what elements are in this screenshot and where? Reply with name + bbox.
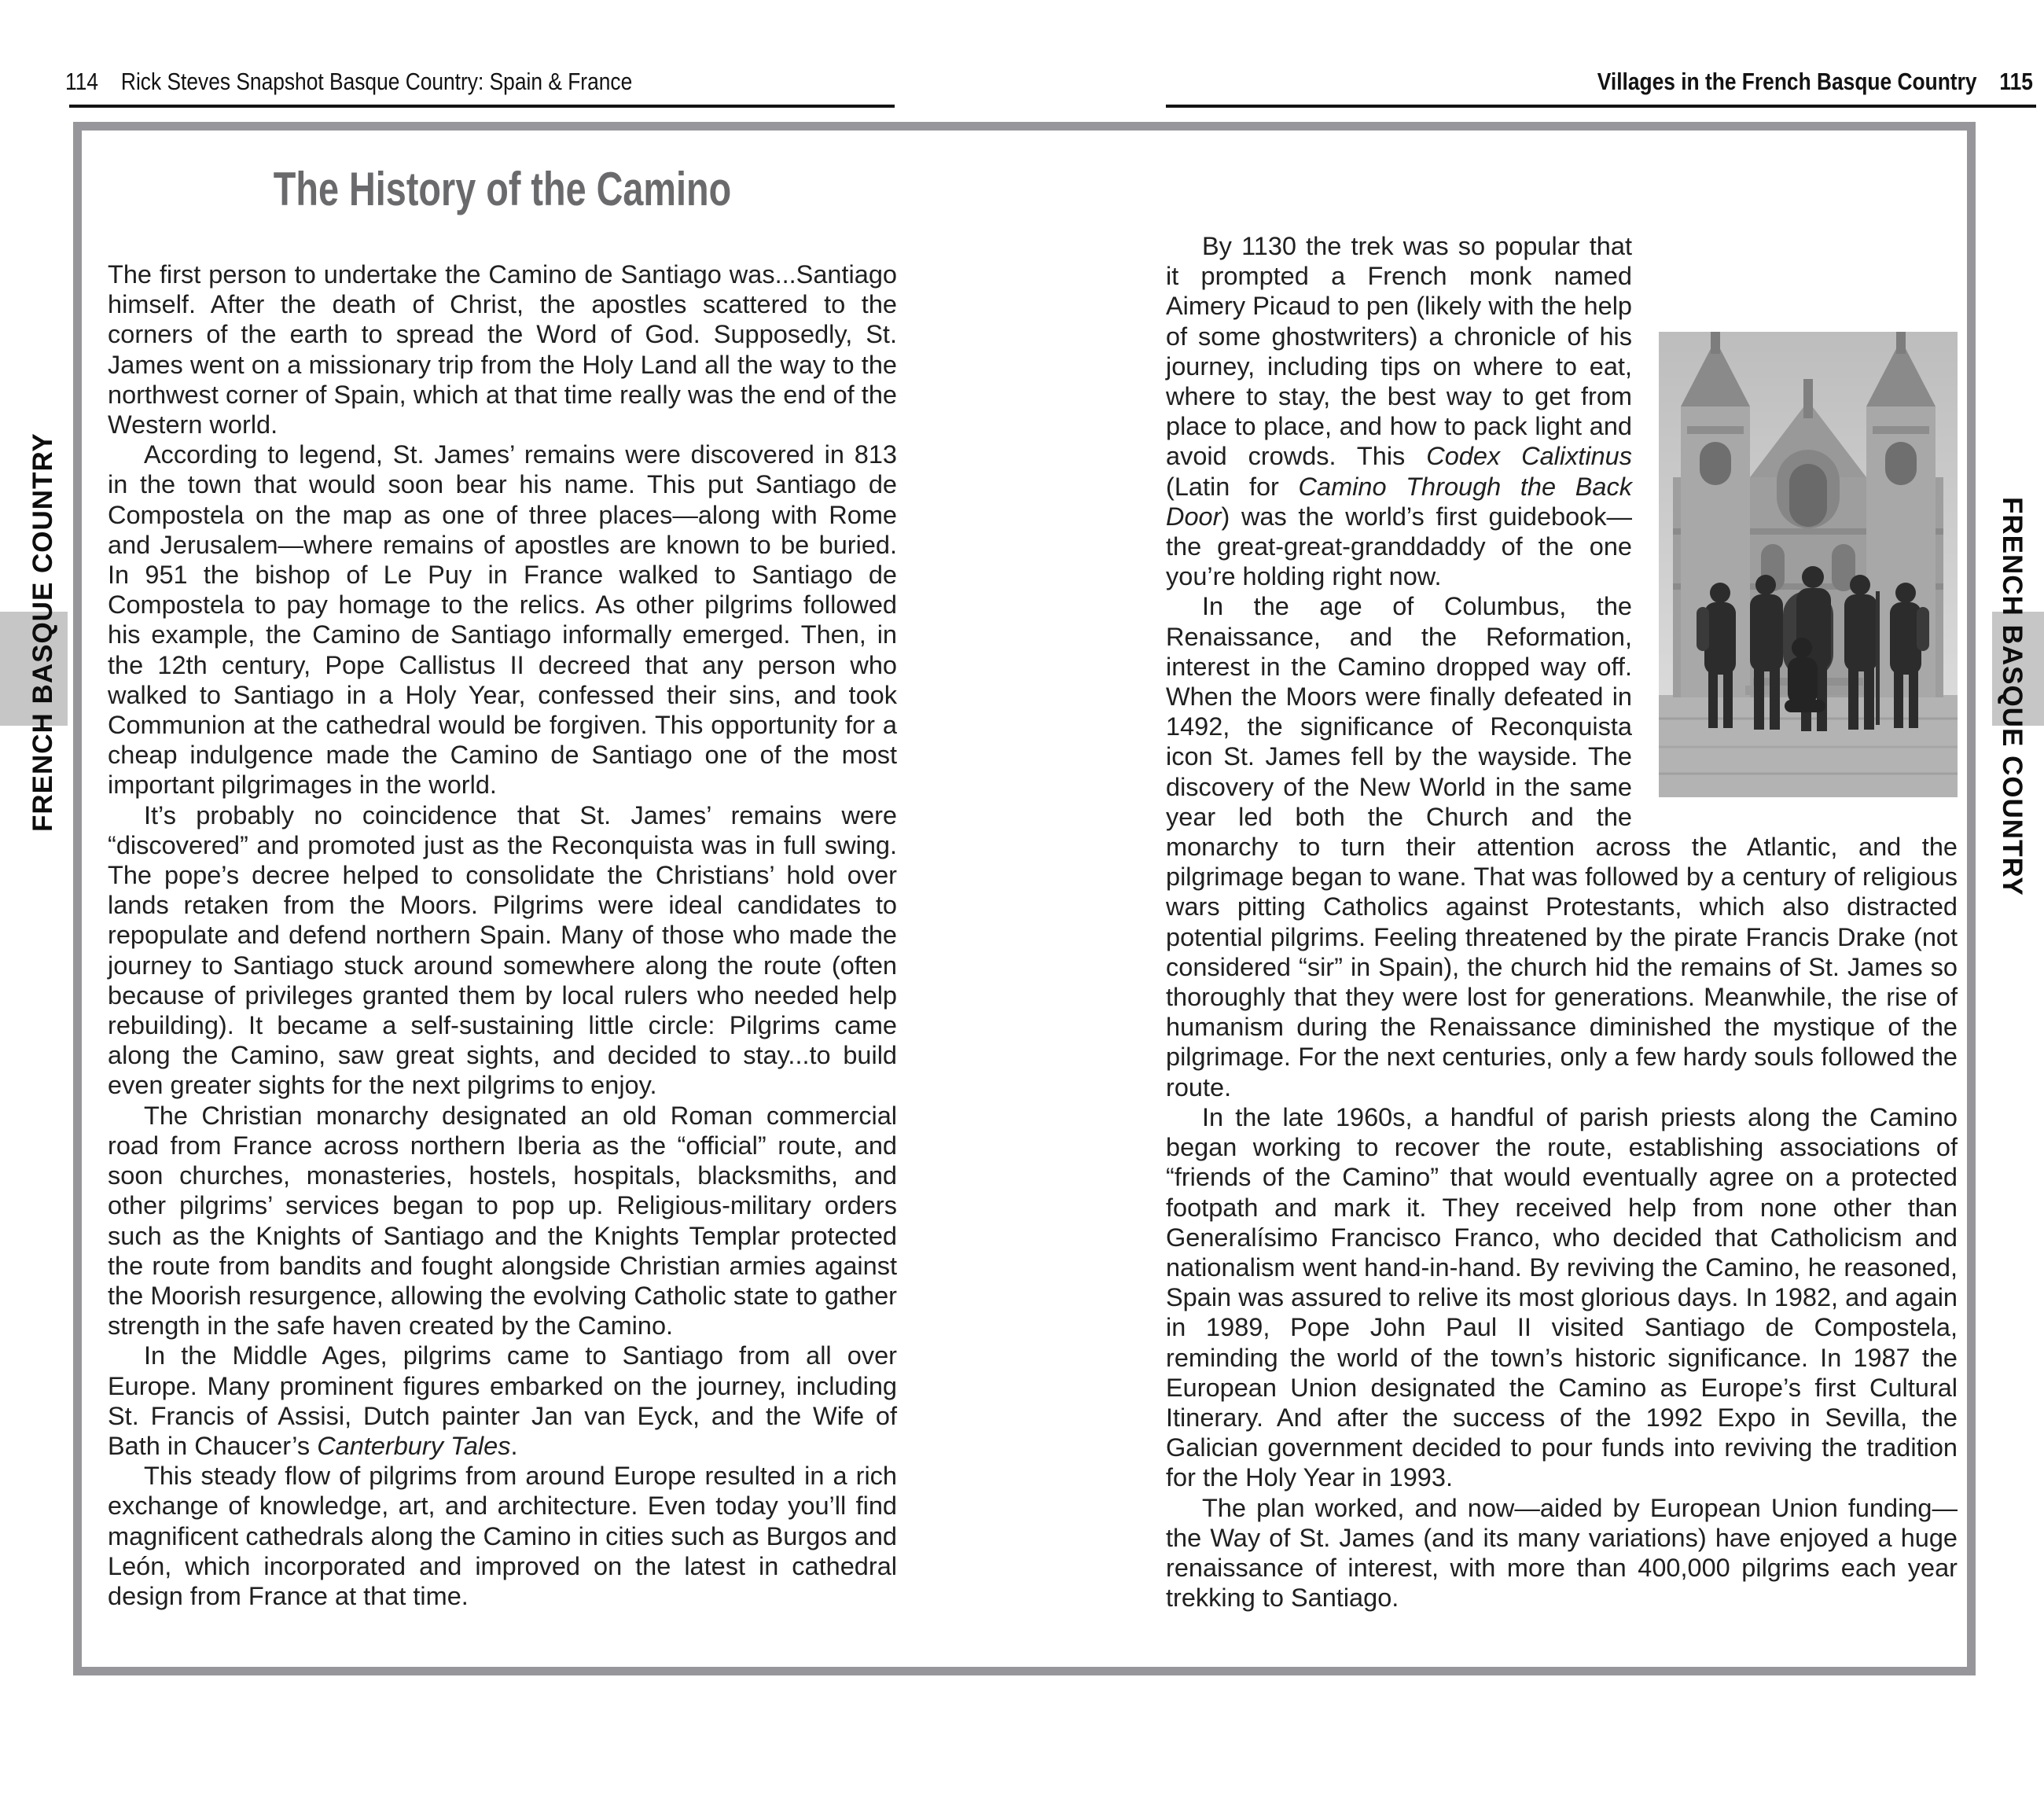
running-header-left (65, 68, 733, 96)
page-number-left: 114 (65, 68, 99, 95)
paragraph: In the late 1960s, a handful of parish priests along the Camino began working to recover the route, establishing associations of “friends of the Camino” that would eventually agree on a protected footpath and mark it. They received help from none other than Generalísimo Francisco Franco, who decided that Catholicism and nationalism went hand-in-hand. By reviving the Camino, he reasoned, Spain was assured to relive its most glorious days. In 1982, and again in 1989, Pope John Paul II visited Santiago de Compostela, reminding the world of the town’s historic significance. In 1987 the European Union designated the Camino as Europe’s first Cultural Itinerary. And after the success of the 1992 Expo in Sevilla, the Galician government decided to pour funds into reviving the tradition for the Holy Year in 1993. (1166, 1102, 1958, 1492)
paragraph: In the Middle Ages, pilgrims came to Santiago from all over Europe. Many prominent figures embarked on the journey, including St. Francis of Assisi, Dutch painter Jan van Eyck, and the Wife of Bath in Chaucer’s Canterbury Tales. (108, 1341, 897, 1460)
paragraph: According to legend, St. James’ remains were discovered in 813 in the town that would soon bear his name. This put Santiago de Compostela on the map as one of three places—along with Rome and Jerusalem—where remains of apostles are known to be buried. In 951 the bishop of Le Puy in France walked to Santiago de Compostela to pay homage to the relics. As other pilgrims followed his example, the Camino de Santiago informally emerged. Then, in the 12th century, Pope Callistus II decreed that any person who walked to Santiago in a Holy Year, confessed their sins, and took Communion at the cathedral would be forgiven. This opportunity for a cheap indulgence made the Camino de Santiago one of the most important pilgrimages in the world. (108, 440, 897, 800)
paragraph: The Christian monarchy designated an old Roman commercial road from France across northern Iberia as the “official” route, and soon churches, monasteries, hostels, hospitals, blacksmiths, and other pilgrims’ services began to pop up. Religious-military orders such as the Knights of Santiago and the Knights Templar protected the route from bandits and fought alongside Christian armies against the Moorish resurgence, allowing the evolving Catholic state to gather strength in the safe haven created by the Camino. (108, 1101, 897, 1341)
running-header-right (1520, 68, 2033, 96)
left-column (108, 259, 897, 1611)
header-rule-right (1166, 105, 2036, 108)
paragraph: This steady flow of pilgrims from around Europe resulted in a rich exchange of knowledge, art, and architecture. Even today you’ll find magnificent cathedrals along the Camino in cities such as Burgos and León, which incorporated and improved on the latest in cathedral design from France at that time. (108, 1462, 897, 1610)
paragraph: The plan worked, and now—aided by European Union funding—the Way of St. James (and its many variations) have enjoyed a huge renaissance of interest, with more than 400,000 pilgrims each year trekking to Santiago. (1166, 1493, 1958, 1613)
paragraph: The first person to undertake the Camino de Santiago was...Santiago himself. After the death of Christ, the apostles scattered to the corners of the earth to spread the Word of God. Supposedly, St. James went on a missionary trip from the Holy Land all the way to the northwest corner of Spain, which at that time really was the end of the Western world. (108, 260, 897, 440)
running-title-right: Villages in the French Basque Country (1597, 68, 1977, 95)
paragraph: In the age of Columbus, the Renaissance, and the Reformation, interest in the Camino dropped way off. When the Moors were finally defeated in 1492, the significance of Reconquista icon St. James fell by the wayside. The discovery of the New World in the same year led both the Church and the monarchy to turn their attention across the Atlantic, and the pilgrimage began to wane. That was followed by a century of religious wars pitting Catholics against Protestants, which also distracted potential pilgrims. Feeling threatened by the pirate Francis Drake (not considered “sir” in Spain), the church hid the remains of St. James so thoroughly that they were lost for generations. Meanwhile, the rise of humanism during the Renaissance diminished the mystique of the pilgrimage. For the next centuries, only a few hardy souls followed the route. (1166, 592, 1958, 1102)
paragraph: It’s probably no coincidence that St. James’ remains were “discovered” and promoted just as the Reconquista was in full swing. The pope’s decree helped to consolidate the Christians’ hold over lands retaken from the Moors. Pilgrims were ideal candidates to repopulate and defend northern Spain. Many of those who made the journey to Santiago stuck around somewhere along the route (often because of privileges granted them by local rulers who needed help rebuilding). It became a self-sustaining little circle: Pilgrims came along the Camino, saw great sights, and decided to stay...to build even greater sights for the next pilgrims to enjoy. (108, 800, 897, 1100)
sidebar-title: The History of the Camino (273, 163, 732, 215)
running-title-left: Rick Steves Snapshot Basque Country: Spain & France (120, 68, 633, 95)
pilgrims-cathedral-photo-art (1659, 332, 1958, 797)
header-rule-left (69, 105, 895, 108)
page-number-right: 115 (1999, 68, 2033, 95)
pilgrims-cathedral-photo (1659, 332, 1958, 797)
paragraph: By 1130 the trek was so popular that it prompted a French monk named Aimery Picaud to pen (likely with the help of some ghostwriters) a chronicle of his journey, including tips on where to eat, where to stay, the best way to get from place to place, and how to pack light and avoid crowds. This Codex Calixtinus (Latin for Camino Through the Back Door) was the world’s first guidebook—the great-great-granddaddy of the one you’re holding right now. (1166, 232, 1632, 591)
chapter-tab-label-left: FRENCH BASQUE COUNTRY (28, 432, 58, 832)
right-column (1166, 231, 1958, 1613)
chapter-tab-label-right: FRENCH BASQUE COUNTRY (1997, 497, 2027, 896)
